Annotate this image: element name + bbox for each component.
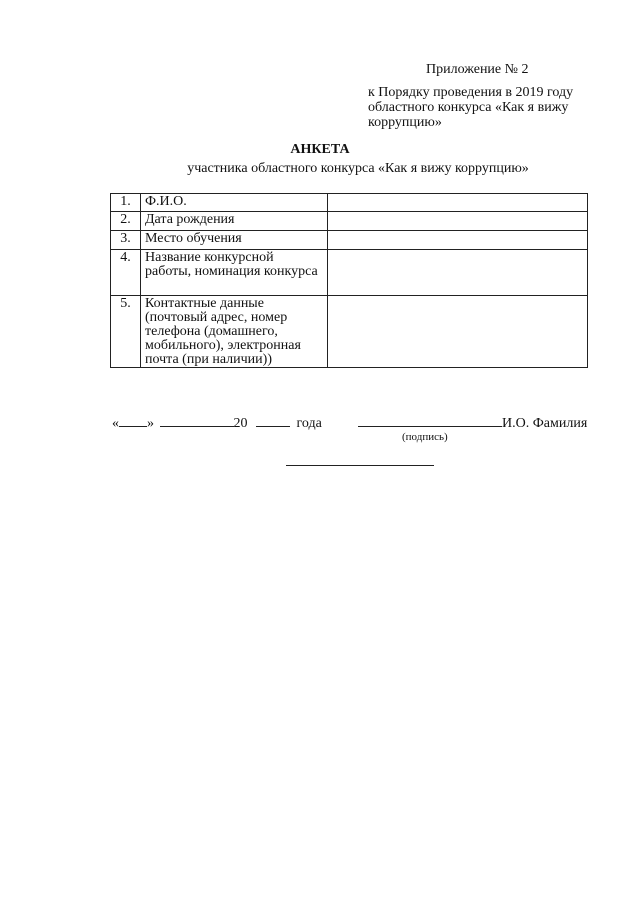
row-number: 1. (111, 194, 141, 212)
row-label: Ф.И.О. (141, 194, 328, 212)
month-blank[interactable] (160, 414, 234, 427)
row-number: 5. (111, 296, 141, 368)
appendix-line-3: коррупцию» (368, 115, 442, 130)
questionnaire-table (110, 193, 588, 368)
row-label: Место обучения (141, 231, 328, 250)
row-label: Контактные данные (почтовый адрес, номер телефона (домашнего, мобильного), электронная почта (при наличии)) (141, 296, 328, 368)
signer-name: И.О. Фамилия (502, 416, 588, 431)
row-number: 2. (111, 212, 141, 231)
row-label: Название конкурсной работы, номинация конкурса (141, 250, 328, 296)
signature-field-group (358, 414, 587, 432)
appendix-line-2: областного конкурса «Как я вижу (368, 100, 569, 115)
table-row (111, 296, 588, 368)
row-label: Дата рождения (141, 212, 328, 231)
date-field-group (112, 414, 322, 432)
row-value-field[interactable] (328, 194, 588, 212)
form-subtitle: участника областного конкурса «Как я вижу коррупцию» (187, 161, 529, 176)
year-prefix: 20 (233, 416, 248, 431)
appendix-title: Приложение № 2 (426, 62, 529, 77)
row-value-field[interactable] (328, 231, 588, 250)
table-row (111, 250, 588, 296)
appendix-header (368, 62, 608, 130)
appendix-line-1: к Порядку проведения в 2019 году (368, 85, 574, 100)
quote-open: « (112, 416, 119, 431)
table-row (111, 212, 588, 231)
table-row (111, 231, 588, 250)
row-number: 3. (111, 231, 141, 250)
day-blank[interactable] (119, 414, 147, 427)
quote-close: » (147, 416, 154, 431)
form-title: АНКЕТА (290, 142, 350, 157)
row-value-field[interactable] (328, 250, 588, 296)
year-blank[interactable] (256, 414, 290, 427)
signature-caption: (подпись) (402, 431, 448, 443)
table-row (111, 194, 588, 212)
row-number: 4. (111, 250, 141, 296)
year-suffix: года (296, 416, 322, 431)
bottom-divider (286, 465, 434, 466)
row-value-field[interactable] (328, 296, 588, 368)
row-value-field[interactable] (328, 212, 588, 231)
signature-blank[interactable] (358, 414, 502, 427)
